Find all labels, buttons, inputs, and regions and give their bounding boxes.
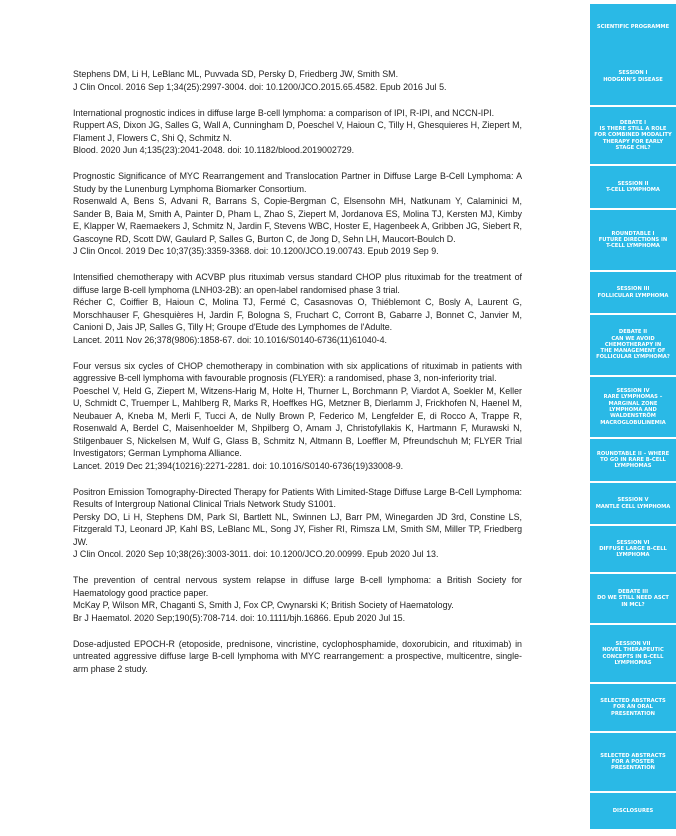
sidebar-nav-item[interactable] [590,526,676,572]
sidebar-nav-label: THERAPY FOR EARLY [602,138,664,145]
reference-entry [73,360,522,473]
references-list [73,68,522,689]
reference-entry [73,486,522,561]
sidebar-nav-item[interactable] [590,4,676,50]
reference-entry [73,68,522,93]
sidebar-nav-item[interactable] [590,439,676,481]
sidebar-nav-label: DIFFUSE LARGE B-CELL [599,545,667,552]
reference-authors: Poeschel V, Held G, Ziepert M, Witzens-Harig M, Holte H, Thurner L, Borchmann P, Viardot A, Soekler M, Keller U, Schmidt C, Truemper L, Mahlberg R, Marks R, Hoeffkes HG, Metzner B, Dierlamm J, Frickhofen N, Haenel M, Neubauer A, Kneba M, Merli F, Tucci A, de Nully Brown P, Federico M, Lengfelder E, di Rocco A, Trappe R, Rosenwald A, Berdel C, Maisenhoelder M, Shpilberg O, Amam J, Christofyllakis K, Hartmann F, Murawski N, Stilgenbauer S, Nickelsen M, Wulf G, Glass B, Schmitz N, Altmann B, Loeffler M, Pfreundschuh M; FLYER Trial Investigators; German Lymphoma Alliance. [73,385,522,458]
sidebar-nav-label: DO WE STILL NEED ASCT [597,595,669,602]
sidebar-nav-item[interactable] [590,625,676,682]
sidebar-nav-label: HODGKIN'S DISEASE [603,76,663,83]
sidebar-nav-item[interactable] [590,574,676,623]
reference-entry [73,170,522,258]
sidebar-nav-label: WALDENSTRÖM [610,413,656,420]
sidebar-nav-label: STAGE CHL? [615,144,651,151]
sidebar-nav-item[interactable] [590,210,676,270]
sidebar-nav-label: PRESENTATION [611,710,655,717]
sidebar-nav-label: DISCLOSURES [612,807,654,814]
sidebar-nav-item[interactable] [590,272,676,313]
sidebar-nav-label: MARGINAL ZONE [608,400,658,407]
sidebar-nav-item[interactable] [590,733,676,791]
reference-authors: McKay P, Wilson MR, Chaganti S, Smith J, Fox CP, Cwynarski K; British Society of Haematology. [73,600,454,610]
sidebar-nav-label: T-CELL LYMPHOMA [606,243,660,250]
reference-authors: Stephens DM, Li H, LeBlanc ML, Puvvada SD, Persky D, Friedberg JW, Smith SM. [73,69,399,79]
reference-title: Prognostic Significance of MYC Rearrangement and Translocation Partner in Diffuse Large B-Cell Lymphoma: A Study by the Lunenburg Lymphoma Biomarker Consortium. [73,171,522,194]
sidebar-nav-label: ROUNDTABLE I [611,230,655,237]
sidebar-nav-label: IN MCL? [621,601,645,608]
reference-entry [73,107,522,157]
sidebar-nav-label: FOR A POSTER [611,758,655,765]
sidebar-nav-item[interactable] [590,793,676,829]
sidebar-nav-label: CHEMOTHERAPY IN [604,341,662,348]
sidebar-nav-label: CONCEPTS IN B-CELL [602,653,664,660]
sidebar-nav-label: DEBATE III [617,589,649,596]
sidebar-nav-label: SELECTED ABSTRACTS [600,698,666,705]
sidebar-nav-label: SESSION V [617,497,649,504]
sidebar-nav-label: T-CELL LYMPHOMA [606,187,660,193]
reference-entry [73,574,522,624]
sidebar-nav-label: SCIENTIFIC PROGRAMME [596,23,670,30]
sidebar-nav-label: FUTURE DIRECTIONS IN [598,236,668,243]
sidebar-nav-label: SESSION III [616,286,650,293]
sidebar-nav-label: LYMPHOMAS [614,463,652,470]
sidebar-nav-item[interactable] [590,315,676,375]
sidebar-nav-label: TO GO IN RARE B-CELL [600,456,666,463]
sidebar-nav-label: SESSION VII [615,640,651,647]
sidebar-nav-label: DEBATE II [618,329,648,336]
sidebar-nav-label: FOLLICULAR LYMPHOMA [597,292,669,299]
sidebar-nav-label: CAN WE AVOID [611,335,655,342]
sidebar-nav-item[interactable] [590,684,676,731]
sidebar-nav-label: MANTLE CELL LYMPHOMA [595,503,671,510]
sidebar-nav-item[interactable] [590,483,676,524]
sidebar-nav-label: SESSION VI [616,539,650,546]
reference-title: International prognostic indices in diffuse large B-cell lymphoma: a comparison of IPI, R-IPI, and NCCN-IPI. [73,107,495,118]
reference-entry [73,271,522,346]
sidebar-nav-item[interactable] [590,48,676,105]
sidebar-nav-label: SESSION I [618,70,648,77]
reference-authors: Ruppert AS, Dixon JG, Salles G, Wall A, Cunningham D, Poeschel V, Haioun C, Tilly H, Ghesquieres H, Ziepert M, Flament J, Flowers C, Shi Q, Schmitz N. [73,120,522,143]
reference-title: Four versus six cycles of CHOP chemotherapy in combination with six applications of rituximab in patients with aggressive B-cell lymphoma with favourable prognosis (FLYER): a randomised, phase 3, non-inferiority trial. [73,360,522,383]
sidebar-nav-label: PRESENTATION [611,765,655,772]
sidebar-nav-label: SESSION IV [616,388,650,395]
reference-citation: J Clin Oncol. 2016 Sep 1;34(25):2997-3004. doi: 10.1200/JCO.2015.65.4582. Epub 2016 Jul 5. [73,81,447,92]
sidebar-nav-label: MACROGLOBULINEMIA [600,419,666,426]
reference-title: Positron Emission Tomography-Directed Therapy for Patients With Limited-Stage Diffuse Large B-Cell Lymphoma: Results of Intergroup National Clinical Trials Network Study S1001. [73,486,522,509]
reference-title: Intensified chemotherapy with ACVBP plus rituximab versus standard CHOP plus rituximab for the treatment of diffuse large B-cell lymphoma (LNH03-2B): an open-label randomised phase 3 trial. [73,272,522,295]
reference-citation: Lancet. 2019 Dec 21;394(10216):2271-2281. doi: 10.1016/S0140-6736(19)33008-9. [73,460,404,471]
section-navigation [590,0,676,836]
reference-citation: J Clin Oncol. 2020 Sep 10;38(26):3003-3011. doi: 10.1200/JCO.20.00999. Epub 2020 Jul 13. [73,549,439,559]
sidebar-nav-label: RARE LYMPHOMAS – [603,394,663,401]
sidebar-nav-item[interactable] [590,107,676,164]
sidebar-nav-label: SESSION II [617,180,649,187]
sidebar-nav-label: SELECTED ABSTRACTS [600,752,666,759]
sidebar-nav-label: LYMPHOMA AND [609,407,657,413]
sidebar-nav-label: FOR COMBINED MODALITY [594,132,672,139]
sidebar-nav-item[interactable] [590,166,676,208]
reference-authors: Persky DO, Li H, Stephens DM, Park SI, Bartlett NL, Swinnen LJ, Barr PM, Winegarden JD 3rd, Constine LS, Fitzgerald TJ, Leonard JP, Kahl BS, LeBlanc ML, Song JY, Fisher RI, Rimsza LM, Smith SM, Miller TP, Friedberg JW. [73,511,522,547]
reference-title: The prevention of central nervous system relapse in diffuse large B-cell lymphoma: a British Society for Haematology good practice paper. [73,575,522,598]
sidebar-nav-label: NOVEL THERAPEUTIC [602,647,664,654]
reference-citation: Br J Haematol. 2020 Sep;190(5):708-714. doi: 10.1111/bjh.16866. Epub 2020 Jul 15. [73,612,406,623]
sidebar-nav-label: FOR AN ORAL [613,704,653,711]
sidebar-nav-label: ROUNDTABLE II – WHERE [596,450,670,457]
reference-entry [73,638,522,676]
reference-citation: Lancet. 2011 Nov 26;378(9806):1858-67. doi: 10.1016/S0140-6736(11)61040-4. [73,334,387,345]
sidebar-nav-label: LYMPHOMA [616,552,650,559]
reference-citation: J Clin Oncol. 2019 Dec 10;37(35):3359-3368. doi: 10.1200/JCO.19.00743. Epub 2019 Sep 9. [73,246,439,256]
reference-authors: Rosenwald A, Bens S, Advani R, Barrans S, Copie-Bergman C, Elsensohn MH, Natkunam Y, Calaminici M, Sander B, Baia M, Smith A, Painter D, Pham L, Zhao S, Ziepert M, Jordanova ES, Molina TJ, Kersten MJ, Kimby E, Klapper W, Raemaekers J, Schmitz N, Jardin F, Stevens WBC, Hoster E, Hagenbeek A, Gribben JG, Siebert R, Gascoyne RD, Scott DW, Gaulard P, Salles G, Burton C, de Jong D, Sehn LH, Maucort-Boulch D. [73,196,522,244]
sidebar-nav-label: LYMPHOMAS [614,659,652,666]
sidebar-nav-label: DEBATE I [619,119,647,126]
sidebar-nav-label: FOLLICULAR LYMPHOMA? [596,354,670,361]
reference-citation: Blood. 2020 Jun 4;135(23):2041-2048. doi: 10.1182/blood.2019002729. [73,145,355,155]
sidebar-nav-label: THE MANAGEMENT OF [600,348,666,355]
reference-authors: Récher C, Coiffier B, Haioun C, Molina TJ, Fermé C, Casasnovas O, Thiéblemont C, Bosly A, Laurent G, Morschhauser F, Ghesquières H, Jardin F, Bologna S, Fruchart C, Corront B, Gabarre J, Bonnet C, Janvier M, Canioni D, Jais JP, Salles G, Tilly H; Groupe d'Etude des Lymphomes de l'Adulte. [73,297,522,332]
sidebar-nav-label: IS THERE STILL A ROLE [599,126,667,133]
sidebar-nav-item[interactable] [590,377,676,437]
reference-title: Dose-adjusted EPOCH-R (etoposide, prednisone, vincristine, cyclophosphamide, doxorubicin, and rituximab) in untreated aggressive diffuse large B-cell lymphoma with MYC rearrangement: a prospective, multicentre, single-arm phase 2 study. [73,638,522,674]
